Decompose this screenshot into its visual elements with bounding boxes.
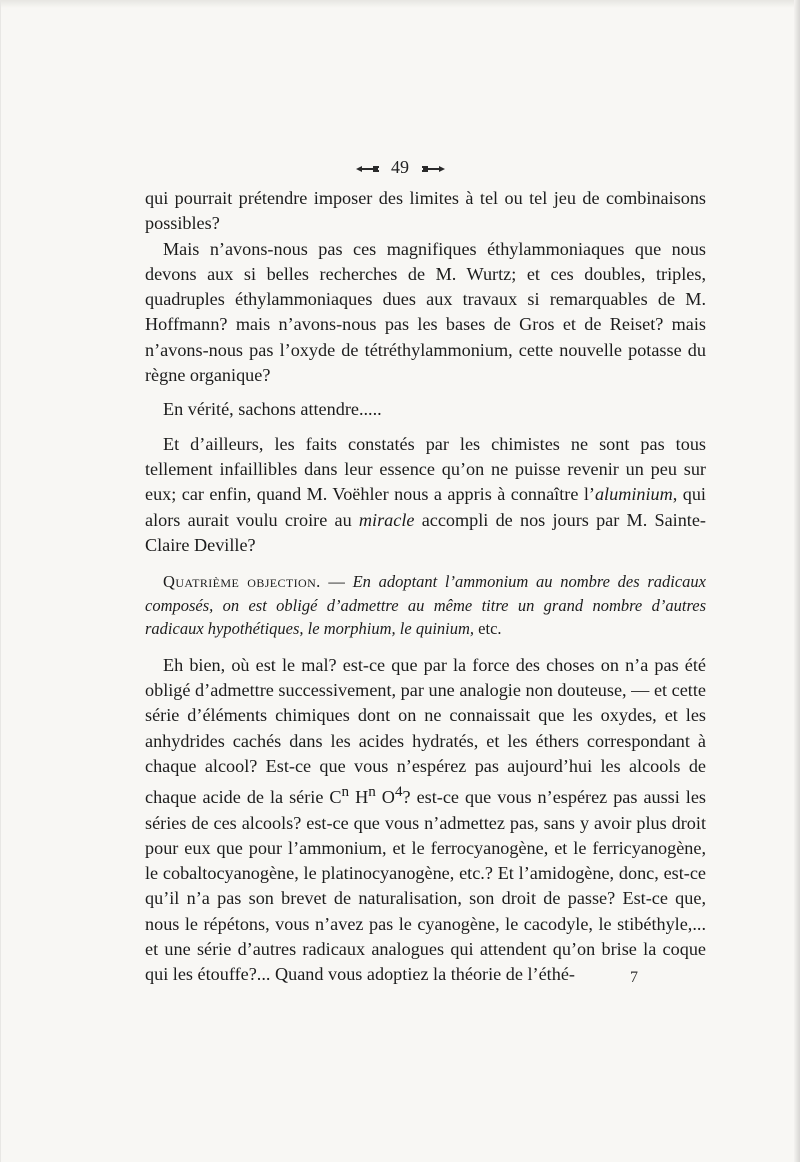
paragraph-4-part-b: , qui alors aurait voulu croire au (145, 484, 706, 530)
body-text (145, 186, 706, 988)
page-header (0, 157, 800, 177)
paragraph-4-part-a: Et d’ailleurs, les faits constatés par les chimistes ne sont pas tous tellement infaillibles dans leur essence qu’on ne puisse revenir un peu sur eux; car enfin, quand M. Voëhler nous a appris à connaître l’ (145, 433, 706, 505)
formula-o: O (375, 787, 395, 808)
objection-text: En adoptant l’ammonium au nombre des radicaux composés, on est obligé d’admettre au même titre un grand nombre d’autres radicaux hypothétiques, le morphium, le quinium, (145, 572, 706, 639)
formula-h: H (349, 787, 369, 808)
paragraph-2: Mais n’avons-nous pas ces magnifiques éthylammoniaques que nous devons aux si belles recherches de M. Wurtz; et ces doubles, triples, quadruples éthylammoniaques dues aux travaux si remarquables de M. Hoffmann? mais n’avons-nous pas les bases de Gros et de Reiset? mais n’avons-nous pas l’oxyde de tétréthylammonium, cette nouvelle potasse du règne organique? (145, 238, 706, 386)
page-top-edge (0, 0, 800, 8)
signature-mark: 7 (630, 969, 638, 986)
formula-superscript-4: 4 (394, 783, 403, 801)
objection-etc: etc. (474, 619, 502, 639)
objection-paragraph (145, 570, 706, 641)
left-ornament-icon (355, 164, 381, 174)
paragraph-5-part-a: Eh bien, où est le mal? est-ce que par la force des choses on n’a pas été obligé d’admettre successivement, par une analogie non douteuse, — et cette série d’éléments chimiques dont on ne connaissait que les oxydes, et les anhydrides cachés dans les acides hydratés, et les éthers correspondant à chaque alcool? Est-ce que vous n’espérez pas aujourd’hui les alcools de chaque acide de la série C (145, 654, 706, 808)
paragraph-4 (145, 432, 706, 558)
paragraph-4-part-c: accompli de nos jours par M. Sainte-Claire Deville? (145, 509, 706, 555)
objection-dash: — (320, 572, 353, 592)
miracle-term: miracle (358, 509, 415, 530)
paragraph-5-part-b: ? est-ce que vous n’espérez pas aussi les séries de ces alcools? est-ce que vous n’admettez pas, sans y avoir plus droit pour eux que pour l’ammonium, et le ferrocyanogène, et le ferricyanogène, le cobaltocyanogène, le platinocyanogène, etc.? Et l’amidogène, donc, est-ce qu’il n’a pas son brevet de naturalisation, son droit de passe? Est-ce que, nous le répétons, vous n’avez pas le cyanogène, le cacodyle, le stibéthyle,... et une série d’autres radicaux analogues qui attendent qu’on brise la coque qui les étouffe?... Quand vous adoptiez la théorie de l’éthé- (145, 787, 707, 985)
paragraph-3: En vérité, sachons attendre..... (163, 399, 382, 420)
paragraph-5 (145, 653, 706, 988)
page-number: 49 (391, 157, 409, 177)
formula-superscript-n-2: n (368, 783, 376, 801)
aluminium-term: aluminium (594, 484, 673, 505)
objection-label: Quatrième objection. (163, 572, 321, 592)
paragraph-1: qui pourrait prétendre imposer des limites à tel ou tel jeu de combinaisons possibles? (145, 188, 706, 234)
formula-superscript-n-1: n (341, 783, 350, 801)
right-ornament-icon (420, 164, 446, 174)
